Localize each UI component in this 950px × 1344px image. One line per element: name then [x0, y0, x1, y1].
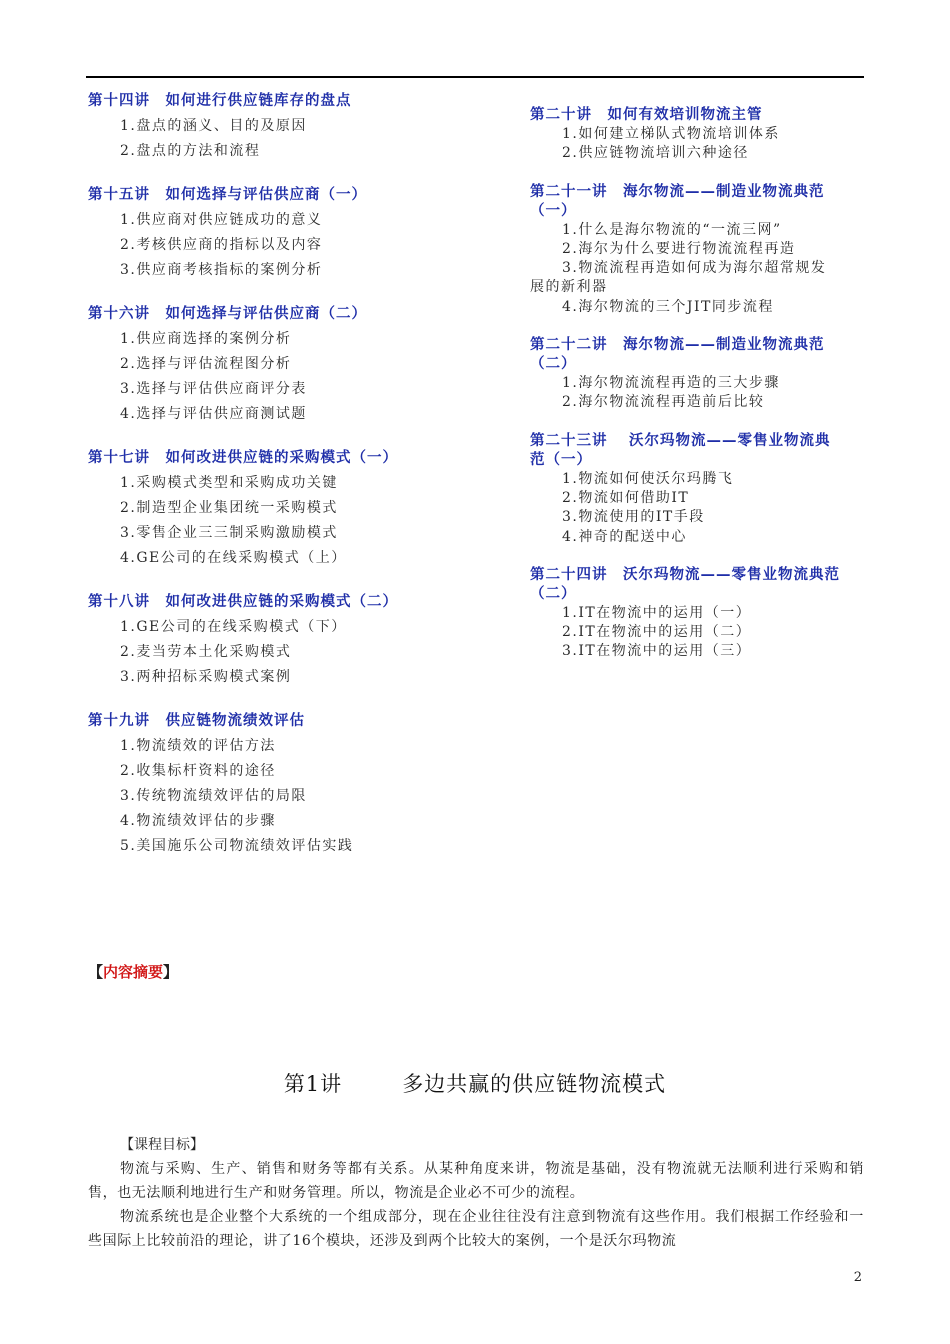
toc-heading[interactable]: 第十七讲 如何改进供应链的采购模式（一） — [88, 450, 398, 466]
toc-item: 4.GE公司的在线采购模式（上） — [120, 550, 347, 566]
toc-item: 1.盘点的涵义、目的及原因 — [120, 118, 307, 134]
toc-section — [530, 336, 840, 413]
body-text — [88, 1133, 864, 1253]
toc-item: 2.麦当劳本土化采购模式 — [120, 644, 292, 660]
toc-item: 1.供应商对供应链成功的意义 — [120, 212, 323, 228]
paragraph: 物流与采购、生产、销售和财务等都有关系。从某种角度来讲，物流是基础，没有物流就无法顺利进行采购和销售，也无法顺利地进行生产和财务管理。所以，物流是企业必不可少的流程。 — [88, 1161, 864, 1201]
toc-item: 2.海尔物流流程再造前后比较 — [562, 394, 765, 411]
toc-item: 4.物流绩效评估的步骤 — [120, 813, 276, 829]
toc-section — [88, 448, 488, 568]
toc-heading[interactable]: 第十六讲 如何选择与评估供应商（二） — [88, 306, 367, 322]
toc-item: 2.制造型企业集团统一采购模式 — [120, 500, 338, 516]
toc-section — [88, 185, 488, 280]
toc-section — [88, 711, 488, 856]
toc-heading[interactable]: 第二十四讲 沃尔玛物流——零售业物流典范（二） — [530, 566, 840, 602]
toc-item: 1.什么是海尔物流的“一流三网” — [562, 221, 782, 238]
toc-item: 2.选择与评估流程图分析 — [120, 356, 292, 372]
toc-item: 1.如何建立梯队式物流培训体系 — [562, 126, 780, 142]
header-rule — [86, 76, 864, 78]
abstract-label — [88, 961, 178, 982]
toc-item: 1.物流如何使沃尔玛腾飞 — [562, 470, 734, 487]
toc-item: 1.IT在物流中的运用（一） — [562, 604, 752, 621]
toc-section — [530, 106, 840, 164]
toc-section — [88, 592, 488, 687]
toc-section — [530, 183, 840, 317]
toc-heading[interactable]: 第二十讲 如何有效培训物流主管 — [530, 107, 763, 123]
toc-item: 2.考核供应商的指标以及内容 — [120, 237, 323, 253]
abstract-text: 内容摘要 — [103, 963, 164, 981]
toc-item: 2.盘点的方法和流程 — [120, 143, 261, 159]
toc-item: 3.传统物流绩效评估的局限 — [120, 788, 307, 804]
toc-item: 2.收集标杆资料的途径 — [120, 763, 276, 779]
toc-section — [88, 304, 488, 424]
page-number: 2 — [853, 1270, 862, 1285]
toc-item: 1.GE公司的在线采购模式（下） — [120, 619, 347, 635]
toc-item: 1.供应商选择的案例分析 — [120, 331, 292, 347]
toc-heading[interactable]: 第十五讲 如何选择与评估供应商（一） — [88, 187, 367, 203]
toc-heading[interactable]: 第十九讲 供应链物流绩效评估 — [88, 713, 305, 729]
lecture-number: 第1讲 — [283, 1072, 343, 1096]
toc-item: 4.神奇的配送中心 — [562, 528, 687, 545]
toc-heading[interactable]: 第十四讲 如何进行供应链库存的盘点 — [88, 93, 352, 109]
course-goal-label: 【课程目标】 — [120, 1137, 204, 1153]
abstract-close-bracket: 】 — [163, 963, 179, 981]
toc-heading[interactable]: 第二十二讲 海尔物流——制造业物流典范（二） — [530, 337, 825, 373]
toc-item: 3.物流使用的IT手段 — [562, 509, 705, 526]
toc-heading[interactable]: 第十八讲 如何改进供应链的采购模式（二） — [88, 594, 398, 610]
toc-item: 5.美国施乐公司物流绩效评估实践 — [120, 838, 354, 854]
toc-item: 3.物流流程再造如何成为海尔超常规发展的新利器 — [530, 260, 827, 296]
toc-item: 2.供应链物流培训六种途径 — [562, 145, 749, 162]
toc-item: 1.物流绩效的评估方法 — [120, 738, 276, 754]
toc-left-column — [88, 91, 488, 880]
toc-item: 3.供应商考核指标的案例分析 — [120, 262, 323, 278]
toc-item: 2.IT在物流中的运用（二） — [562, 624, 752, 641]
lecture-title — [0, 1068, 950, 1098]
toc-heading[interactable]: 第二十一讲 海尔物流——制造业物流典范（一） — [530, 183, 825, 219]
toc-right-column — [530, 106, 840, 681]
toc-section — [530, 432, 840, 547]
abstract-open-bracket: 【 — [88, 963, 104, 981]
paragraph: 物流系统也是企业整个大系统的一个组成部分，现在企业往往没有注意到物流有这些作用。我们根据工作经验和一些国际上比较前沿的理论，讲了16个模块，还涉及到两个比较大的案例，一个是沃尔玛物流 — [88, 1209, 864, 1249]
toc-item: 2.海尔为什么要进行物流流程再造 — [562, 240, 796, 257]
toc-section — [530, 566, 840, 662]
toc-item: 3.零售企业三三制采购激励模式 — [120, 525, 338, 541]
toc-item: 3.IT在物流中的运用（三） — [562, 643, 752, 660]
toc-item: 1.采购模式类型和采购成功关键 — [120, 475, 338, 491]
toc-item: 1.海尔物流流程再造的三大步骤 — [562, 375, 780, 392]
toc-heading[interactable]: 第二十三讲 沃尔玛物流——零售业物流典范（一） — [530, 432, 831, 468]
toc-item: 3.选择与评估供应商评分表 — [120, 381, 307, 397]
toc-item: 4.选择与评估供应商测试题 — [120, 406, 307, 422]
lecture-name: 多边共赢的供应链物流模式 — [402, 1072, 667, 1096]
toc-item: 2.物流如何借助IT — [562, 489, 690, 506]
toc-item: 3.两种招标采购模式案例 — [120, 669, 292, 685]
toc-section — [88, 91, 488, 161]
toc-item: 4.海尔物流的三个JIT同步流程 — [562, 298, 774, 315]
